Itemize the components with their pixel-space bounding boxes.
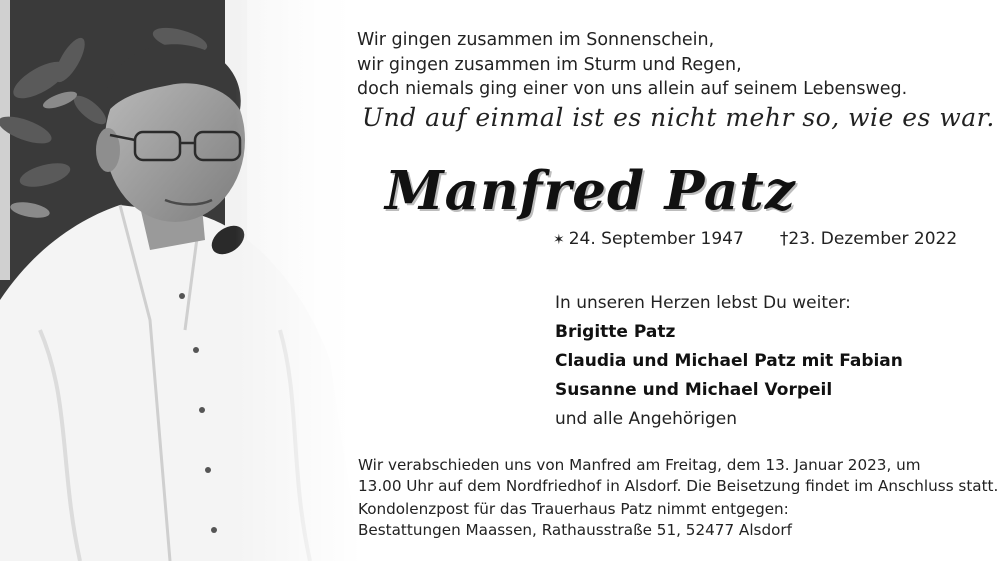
portrait-photo [0,0,380,561]
mourner-name: Brigitte Patz [555,322,676,342]
farewell-line: Wir verabschieden uns von Manfred am Freitag, dem 13. Januar 2023, um [358,456,921,474]
death-cross-icon: † [779,229,789,249]
poem-line: Wir gingen zusammen im Sonnenschein, [357,30,715,50]
condolence-line: Bestattungen Maassen, Rathausstraße 51, 52477 Alsdorf [358,520,792,539]
death-date: 23. Dezember 2022 [788,229,958,249]
poem-line: wir gingen zusammen im Sturm und Regen, [357,54,742,75]
mourner-name: Claudia und Michael Patz mit Fabian [555,351,903,371]
funeral-notice [358,455,998,540]
mourners-intro: In unseren Herzen lebst Du weiter: [555,293,851,313]
condolence-line: Kondolenzpost für das Trauerhaus Patz nimmt entgegen: [358,500,789,518]
mourners-closing: und alle Angehörigen [555,409,738,429]
mourner-name: Susanne und Michael Vorpeil [555,380,833,400]
birth-date: 24. September 1947 [568,229,744,249]
script-line: Und auf einmal ist es nicht mehr so, wie es war. [362,103,995,132]
life-dates [553,229,957,249]
farewell-line: 13.00 Uhr auf dem Nordfriedhof in Alsdorf. Die Beisetzung findet im Anschluss statt. [358,476,999,495]
mourners [555,289,903,434]
birth-star-icon: ✶ [553,232,565,248]
poem-line: doch niemals ging einer von uns allein auf seinem Lebensweg. [357,79,908,99]
deceased-name: Manfred Patz [385,160,796,222]
poem [357,28,957,102]
